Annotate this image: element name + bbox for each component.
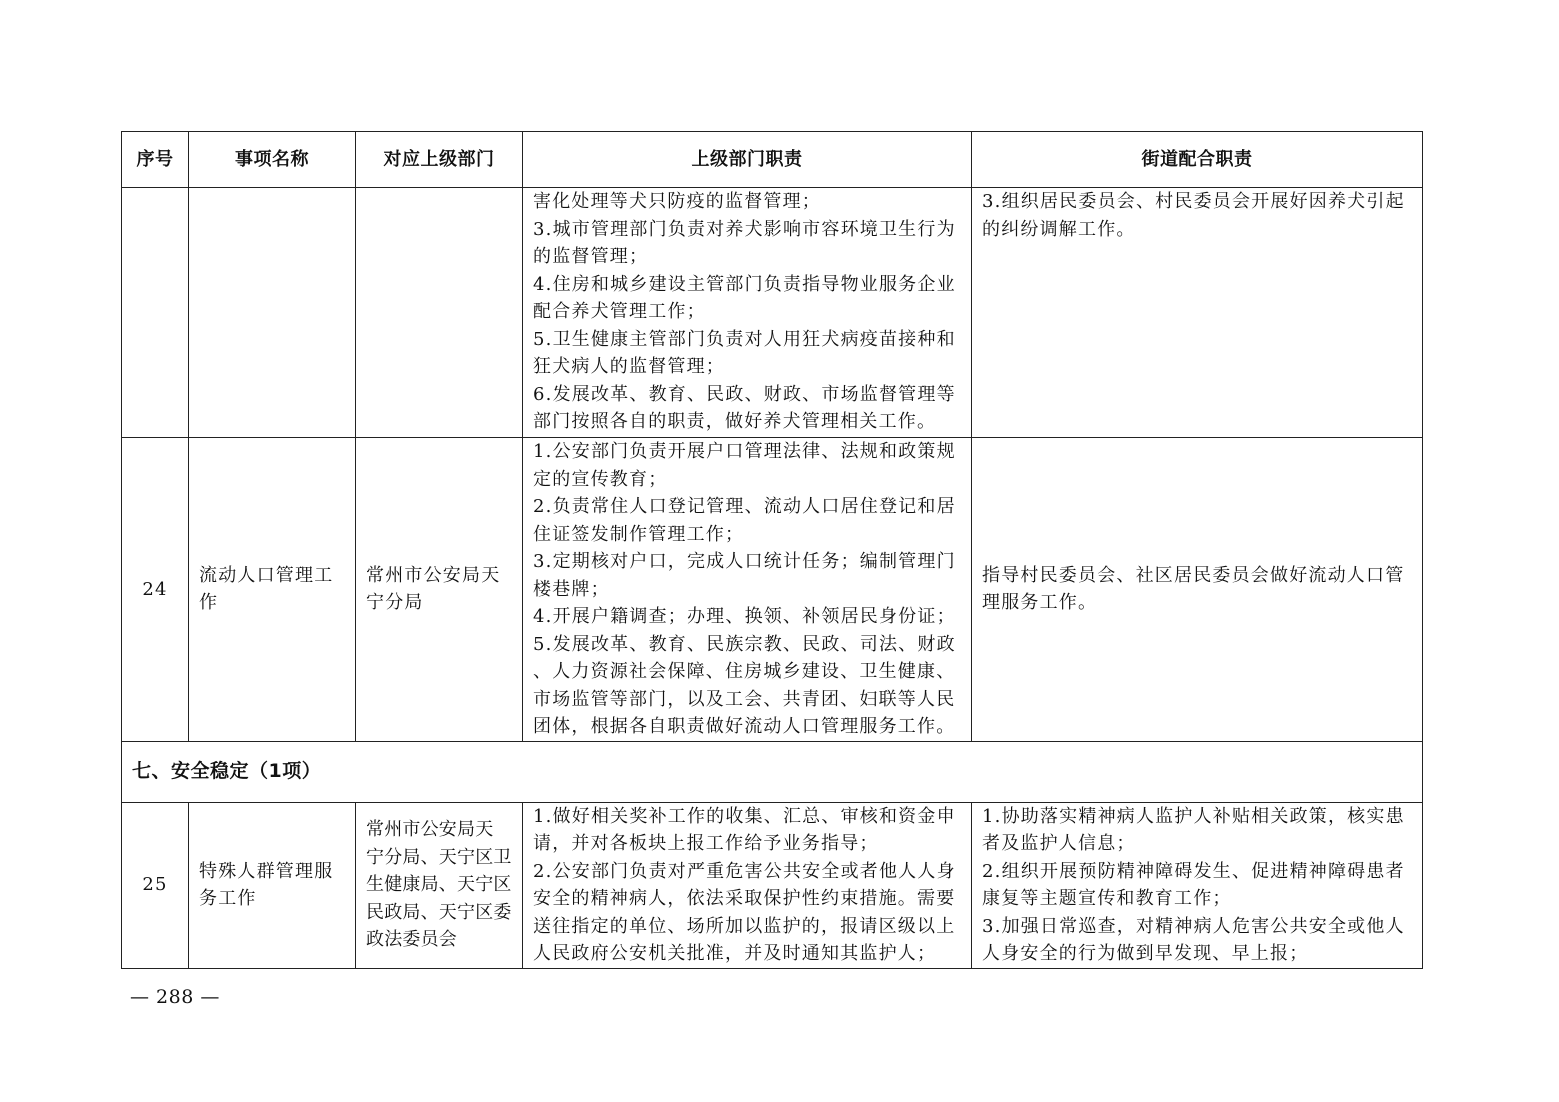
text-line: 害化处理等犬只防疫的监督管理； [533,191,821,212]
text-line: 的监督管理； [533,246,649,267]
text-line: 流动人口管理工 [199,564,334,586]
table-row-24 [122,438,1423,742]
text-line: 常州市公安局天 [366,819,494,841]
cell-upper-duty [523,802,972,968]
text-line: 政法委员会 [366,929,457,951]
text-line: 民政局、天宁区委 [366,901,512,923]
header-street-duty: 街道配合职责 [972,132,1423,188]
cell-name [189,802,356,968]
text-line: 理服务工作。 [982,592,1098,614]
text-line: 生健康局、天宁区 [366,874,512,896]
text-line: 宁分局、天宁区卫 [366,846,512,868]
text-line: 团体，根据各自职责做好流动人口管理服务工作。 [533,716,956,737]
text-line: 宁分局 [366,592,424,614]
text-line: 2.公安部门负责对严重危害公共安全或者他人人身 [533,860,956,882]
text-line: 2.负责常住人口登记管理、流动人口居住登记和居 [533,496,956,517]
text-line: 住证签发制作管理工作； [533,523,745,545]
text-line: 、人力资源社会保障、住房城乡建设、卫生健康、 [533,661,956,682]
section-title: 七、安全稳定（1项） [122,741,1423,802]
cell-dept [356,188,523,438]
header-row [122,132,1423,188]
text-line: 5.发展改革、教育、民族宗教、民政、司法、财政 [533,633,956,655]
text-line: 请，并对各板块上报工作给予业务指导； [533,833,879,854]
header-upper-duty: 上级部门职责 [523,132,972,188]
text-line: 部门按照各自的职责，做好养犬管理相关工作。 [533,411,937,432]
text-line: 2.组织开展预防精神障碍发生、促进精神障碍患者 [982,860,1405,882]
text-line: 3.定期核对户口，完成人口统计任务；编制管理门 [533,551,956,572]
text-line: 配合养犬管理工作； [533,301,706,322]
cell-seq: 25 [122,802,189,968]
text-line: 人民政府公安机关批准，并及时通知其监护人； [533,943,937,964]
text-line: 3.加强日常巡查，对精神病人危害公共安全或他人 [982,915,1405,937]
text-line: 作 [199,592,219,614]
text-line: 指导村民委员会、社区居民委员会做好流动人口管 [982,564,1405,586]
cell-name [189,188,356,438]
header-name: 事项名称 [189,132,356,188]
cell-name [189,438,356,742]
text-line: 6.发展改革、教育、民政、财政、市场监督管理等 [533,383,956,405]
duty-table [121,131,1423,969]
header-dept: 对应上级部门 [356,132,523,188]
text-line: 楼巷牌； [533,578,610,600]
section-row [122,741,1423,802]
header-seq: 序号 [122,132,189,188]
cell-dept [356,438,523,742]
table-body [122,188,1423,969]
text-line: 3.城市管理部门负责对养犬影响市容环境卫生行为 [533,218,956,240]
text-line: 常州市公安局天 [366,564,501,586]
cell-street-duty [972,188,1423,438]
text-line: 3.组织居民委员会、村民委员会开展好因养犬引起 [982,191,1405,212]
cell-dept [356,802,523,968]
table-row-25 [122,802,1423,968]
text-line: 5.卫生健康主管部门负责对人用狂犬病疫苗接种和 [533,328,956,350]
cell-seq: 24 [122,438,189,742]
text-line: 1.协助落实精神病人监护人补贴相关政策，核实患 [982,805,1405,827]
page-number: — 288 — [130,986,220,1008]
text-line: 的纠纷调解工作。 [982,218,1136,240]
cell-street-duty [972,438,1423,742]
text-line: 者及监护人信息； [982,833,1136,854]
text-line: 务工作 [199,888,257,909]
text-line: 4.住房和城乡建设主管部门负责指导物业服务企业 [533,273,956,295]
cell-seq [122,188,189,438]
text-line: 人身安全的行为做到早发现、早上报； [982,943,1309,964]
text-line: 送往指定的单位、场所加以监护的，报请区级以上 [533,915,956,937]
text-line: 特殊人群管理服 [199,860,334,882]
text-line: 狂犬病人的监督管理； [533,356,725,377]
cell-street-duty [972,802,1423,968]
table-header [122,132,1423,188]
text-line: 1.公安部门负责开展户口管理法律、法规和政策规 [533,441,956,462]
text-line: 定的宣传教育； [533,468,668,490]
text-line: 4.开展户籍调查；办理、换领、补领居民身份证； [533,606,956,627]
cell-upper-duty [523,438,972,742]
text-line: 市场监管等部门，以及工会、共青团、妇联等人民 [533,688,956,710]
text-line: 康复等主题宣传和教育工作； [982,888,1232,909]
cell-upper-duty [523,188,972,438]
table-row-continued [122,188,1423,438]
text-line: 安全的精神病人，依法采取保护性约束措施。需要 [533,888,956,909]
text-line: 1.做好相关奖补工作的收集、汇总、审核和资金申 [533,805,956,827]
